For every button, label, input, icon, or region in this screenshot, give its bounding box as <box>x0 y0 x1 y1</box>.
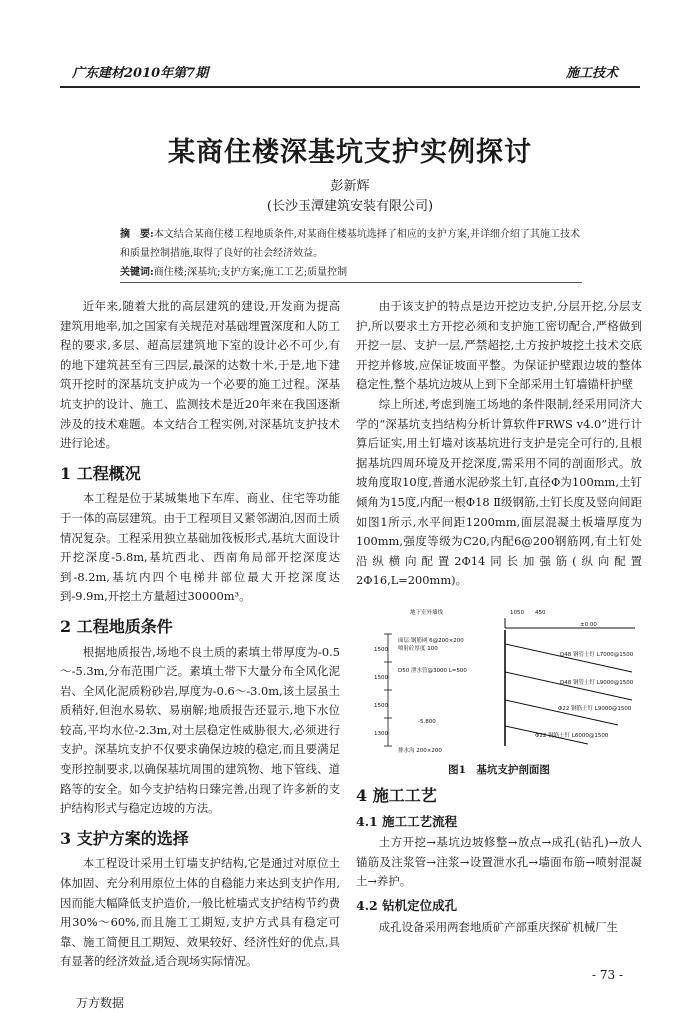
fig-label-nail-3: Φ22 钢筋土钉 L9000@1500 <box>558 706 632 712</box>
section-2-text: 根据地质报告,场地不良土质的素填土带厚度为-0.5～-5.3m,分布范围广泛。素填土带下大量分布全风化泥岩、全风化泥质粉砂岩,厚度为-0.6～-3.0m,该土层虽土质稍好,但泡水易软、易崩解;地质报告还显示,地下水位较高,平均水位-2.3m,对土层稳定性威胁很大,必须进行支护。深基坑支护不仅要求确保边坡的稳定,而且要满足变形控制要求,以确保基坑周围的建筑物、地下管线、道路等的安全。如今支护结构日臻完善,出现了许多新的支护结构形式与稳定边坡的方法。 <box>60 644 340 816</box>
section-1-text: 本工程是位于某城集地下车库、商业、住宅等功能于一体的高层建筑。由于工程项目又紧邻湖泊,因而土质情况复杂。工程采用独立基础加筏板形式,基坑大面设计开挖深度-5.8m,基坑西北、西南角局部开挖深度达到-8.2m,基坑内四个电梯井部位最大开挖深度达到-9.9m,开挖土方量超过30000m³。 <box>60 491 340 604</box>
section-4-2-title: 4.2 钻机定位成孔 <box>356 897 458 913</box>
fig-label-dim1: 1050 <box>510 610 524 616</box>
keywords-label: 关键词: <box>120 267 154 278</box>
section-3-title: 3 支护方案的选择 <box>60 828 189 848</box>
abstract-rule <box>120 282 582 283</box>
fig-label-drain: D50 泄水管@3000 L=500 <box>398 668 467 674</box>
intro-paragraph: 近年来,随着大批的高层建筑的建设,开发商为提高建筑用地率,加之国家有关规范对基础埋置深度和人防工程的要求,多层、超高层建筑地下室的设计必不可少,有的地下建筑甚至有三四层,最深的达数十米,于是,地下建筑开挖时的深基坑支护成为一个必要的施工过程。深基坑支护的设计、施工、监测技术是近20年来在我国逐渐涉及的技术难题。本文结合工程实例,对深基坑支护技术进行论述。 <box>60 299 340 451</box>
fig-dim-3: 1500 <box>374 703 388 709</box>
journal-header: 广东建材2010年第7期 <box>72 66 209 81</box>
right-paragraph-1: 由于该支护的特点是边开挖边支护,分层开挖,分层支护,所以要求土方开挖必须和支护施工密切配合,严格做到开挖一层、支护一层,严禁超挖,土方按护坡挖土技术交底开挖并修坡,应保证坡面平整。为保证护壁跟边坡的整体稳定性,整个基坑边坡从上到下全部采用土钉墙锚杆护壁 <box>356 299 642 392</box>
fig-dim-1: 1500 <box>374 647 388 653</box>
section-3-text: 本工程设计采用土钉墙支护结构,它是通过对原位土体加固、充分利用原位土体的自稳能力来达到支护作用,因而能大幅降低支护造价,一般比桩墙式支护结构节约费用30%～60%,而且施工工期短,支护方式具有稳定可靠、施工简便且工期短、效果较好、经济性好的优点,具有显著的经济效益,适合现场实际情况。 <box>60 856 340 969</box>
keywords <box>120 263 582 282</box>
fig-dim-2: 1500 <box>374 675 388 681</box>
fig-label-nail-2: D48 钢管土钉 L9000@1500 <box>560 680 634 686</box>
section-header: 施工技术 <box>566 66 619 81</box>
section-4-title: 4 施工工艺 <box>356 786 437 805</box>
fig-dim-4: 1300 <box>374 731 388 737</box>
page-title: 某商住楼深基坑支护实例探讨 <box>168 137 532 168</box>
fig-label-nail-1: D48 钢管土钉 L7000@1500 <box>560 652 634 658</box>
soil-nail-3 <box>505 700 618 725</box>
fig-label-level: -5.800 <box>418 719 436 725</box>
abstract <box>120 225 582 282</box>
soil-nail-1 <box>505 644 632 672</box>
section-4-2-text: 成孔设备采用两套地质矿产部重庆探矿机械厂生 <box>378 919 619 934</box>
fig-label-ground: ±0.00 <box>580 622 597 628</box>
right-paragraph-2: 综上所述,考虑到施工场地的条件限制,经采用同济大学的“深基坑支挡结构分析计算软件FRWS v4.0”进行计算后证实,用土钉墙对该基坑进行支护是完全可行的,且根据基坑四周环境及开挖深度,需采用不同的剖面形式。放坡角度取10度,普通水泥砂浆土钉,直径Φ为100mm,土钉倾角为15度,内配一根Φ18 Ⅱ级钢筋,土钉长度及竖向间距如图1所示,水平间距1200mm,面层混凝土板墙厚度为100mm,强度等级为C20,内配6@200钢筋网,有土钉处沿纵横向配置2Φ14同长加强筋(纵向配置2Φ16,L=200mm)。 <box>356 396 642 588</box>
page-number: - 73 - <box>592 968 624 982</box>
figure-caption: 图1 基坑支护剖面图 <box>448 764 550 776</box>
section-4-1-text: 土方开挖→基坑边坡修整→放点→成孔(钻孔)→放人锚筋及注浆管→注浆→设置泄水孔→墙面布筋→喷射混凝土→养护。 <box>356 835 642 889</box>
fig-label-bottom: 排水沟 200×200 <box>398 748 442 754</box>
fig-label-top: 地下室外墙线 <box>410 610 444 616</box>
keywords-text: 商住楼;深基坑;支护方案;施工工艺;质量控制 <box>153 267 348 278</box>
fig-label-layer1: 面层:钢筋网 6@200×200 <box>398 638 464 644</box>
section-2-title: 2 工程地质条件 <box>60 616 173 636</box>
header-rule <box>60 86 640 88</box>
abstract-label: 摘 要: <box>120 229 154 240</box>
abstract-text: 本文结合某商住楼工程地质条件,对某商住楼基坑选择了相应的支护方案,并详细介绍了其施工技术和质量控制措施,取得了良好的社会经济效益。 <box>120 229 581 259</box>
fig-label-layer1b: 喷射砼厚度 100 <box>398 646 438 652</box>
soil-nail-2 <box>505 672 632 700</box>
fig-label-nail-4: Φ22 钢筋土钉 L6000@1500 <box>535 733 609 739</box>
section-4-1-title: 4.1 施工工艺流程 <box>356 813 458 829</box>
right-column-lower <box>356 782 642 937</box>
affiliation: (长沙玉潭建筑安装有限公司) <box>266 199 434 214</box>
watermark: 万方数据 <box>76 996 125 1010</box>
right-column <box>356 297 642 591</box>
abstract-body <box>120 225 582 263</box>
section-1-title: 1 工程概况 <box>60 463 141 483</box>
support-section-figure <box>370 606 640 756</box>
left-column <box>60 297 340 972</box>
author: 彭新辉 <box>330 179 370 194</box>
fig-label-dim2: 450 <box>535 610 546 616</box>
